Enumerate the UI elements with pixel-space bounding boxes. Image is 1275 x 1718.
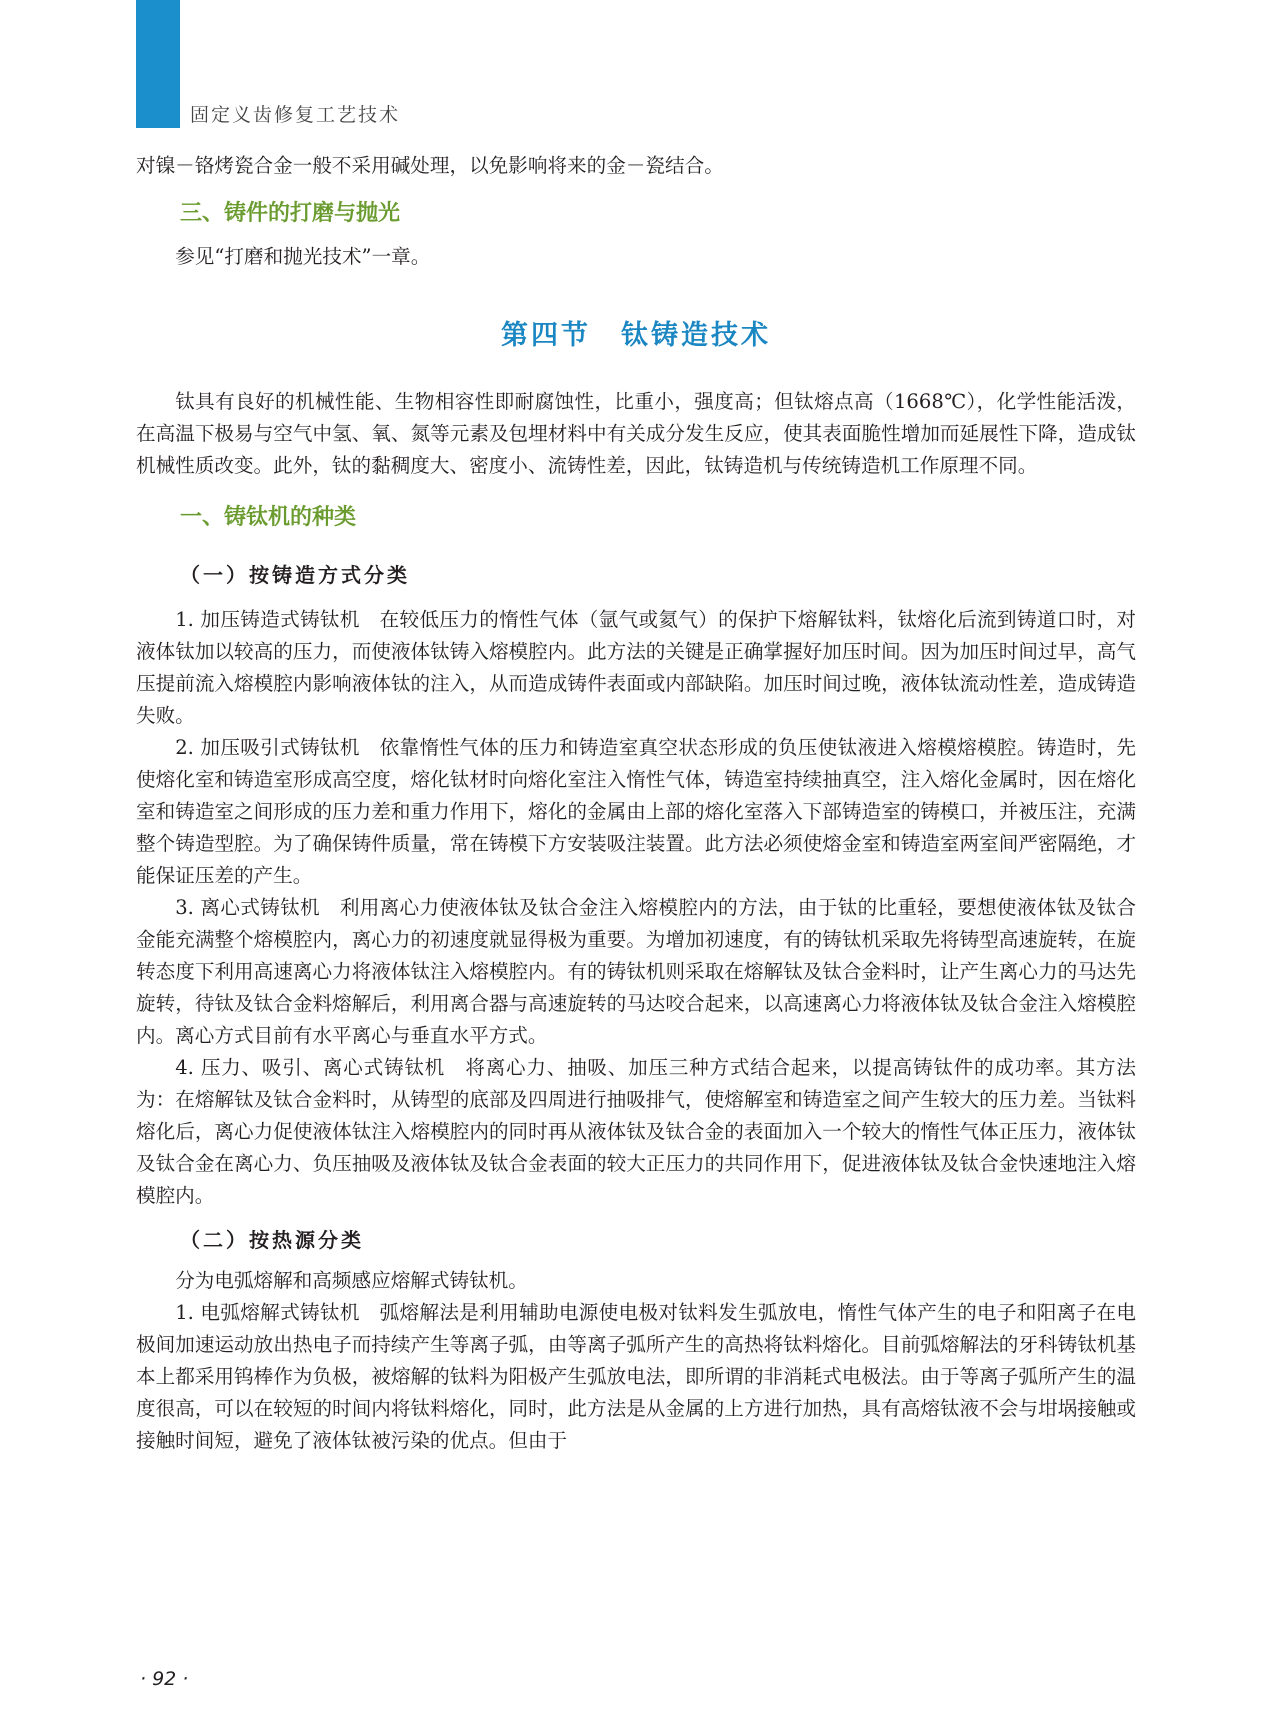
- paragraph: 4. 压力、吸引、离心式铸钛机 将离心力、抽吸、加压三种方式结合起来，以提高铸钛件的成功率。其方法为：在熔解钛及钛合金料时，从铸型的底部及四周进行抽吸排气，使熔解室和铸造室之间产生较大的压力差。当钛料熔化后，离心力促使液体钛注入熔模腔内的同时再从液体钛及钛合金的表面加入一个较大的惰性气体正压力，液体钛及钛合金在离心力、负压抽吸及液体钛及钛合金表面的较大正压力的共同作用下，促进液体钛及钛合金快速地注入熔模腔内。: [136, 1056, 1136, 1207]
- paragraph: 1. 电弧熔解式铸钛机 弧熔解法是利用辅助电源使电极对钛料发生弧放电，惰性气体产生的电子和阳离子在电极间加速运动放出热电子而持续产生等离子弧，由等离子弧所产生的高热将钛料熔化。目前弧熔解法的牙科铸钛机基本上都采用钨棒作为负极，被熔解的钛料为阳极产生弧放电法，即所谓的非消耗式电极法。由于等离子弧所产生的温度很高，可以在较短的时间内将钛料熔化，同时，此方法是从金属的上方进行加热，具有高熔钛液不会与坩埚接触或接触时间短，避免了液体钛被污染的优点。但由于: [136, 1301, 1136, 1452]
- paragraph: 对镍－铬烤瓷合金一般不采用碱处理，以免影响将来的金－瓷结合。: [136, 154, 724, 177]
- paragraph: 2. 加压吸引式铸钛机 依靠惰性气体的压力和铸造室真空状态形成的负压使钛液进入熔模熔模腔。铸造时，先使熔化室和铸造室形成高空度，熔化钛材时向熔化室注入惰性气体，铸造室持续抽真空，注入熔化金属时，因在熔化室和铸造室之间形成的压力差和重力作用下，熔化的金属由上部的熔化室落入下部铸造室的铸模口，并被压注，充满整个铸造型腔。为了确保铸件质量，常在铸模下方安装吸注装置。此方法必须使熔金室和铸造室两室间严密隔绝，才能保证压差的产生。: [136, 736, 1136, 887]
- subheading-by-method: （一）按铸造方式分类: [180, 563, 410, 587]
- heading-polishing: 三、铸件的打磨与抛光: [180, 201, 401, 226]
- page-body: [136, 152, 1136, 1457]
- section-title: 第四节 钛铸造技术: [501, 320, 771, 351]
- header-accent-bar: [136, 0, 180, 128]
- paragraph: 3. 离心式铸钛机 利用离心力使液体钛及钛合金注入熔模腔内的方法，由于钛的比重轻，要想使液体钛及钛合金能充满整个熔模腔内，离心力的初速度就显得极为重要。为增加初速度，有的铸钛机采取先将铸型高速旋转，在旋转态度下利用高速离心力将液体钛注入熔模腔内。有的铸钛机则采取在熔解钛及钛合金料时，让产生离心力的马达先旋转，待钛及钛合金料熔解后，利用离合器与高速旋转的马达咬合起来，以高速离心力将液体钛及钛合金注入熔模腔内。离心方式目前有水平离心与垂直水平方式。: [136, 896, 1136, 1047]
- paragraph: 参见“打磨和抛光技术”一章。: [175, 245, 431, 268]
- page-number: · 92 ·: [140, 1668, 189, 1690]
- heading-machine-types: 一、铸钛机的种类: [180, 505, 357, 530]
- running-header: 固定义齿修复工艺技术: [190, 104, 401, 126]
- subheading-by-heat-source: （二）按热源分类: [180, 1228, 364, 1252]
- paragraph: 分为电弧熔解和高频感应熔解式铸钛机。: [175, 1269, 528, 1292]
- paragraph: 1. 加压铸造式铸钛机 在较低压力的惰性气体（氩气或氦气）的保护下熔解钛料，钛熔化后流到铸道口时，对液体钛加以较高的压力，而使液体钛铸入熔模腔内。此方法的关键是正确掌握好加压时间。因为加压时间过早，高气压提前流入熔模腔内影响液体钛的注入，从而造成铸件表面或内部缺陷。加压时间过晚，液体钛流动性差，造成铸造失败。: [136, 608, 1136, 727]
- paragraph: 钛具有良好的机械性能、生物相容性即耐腐蚀性，比重小，强度高；但钛熔点高（1668℃），化学性能活泼，在高温下极易与空气中氢、氧、氮等元素及包埋材料中有关成分发生反应，使其表面脆性增加而延展性下降，造成钛机械性质改变。此外，钛的黏稠度大、密度小、流铸性差，因此，钛铸造机与传统铸造机工作原理不同。: [136, 390, 1136, 477]
